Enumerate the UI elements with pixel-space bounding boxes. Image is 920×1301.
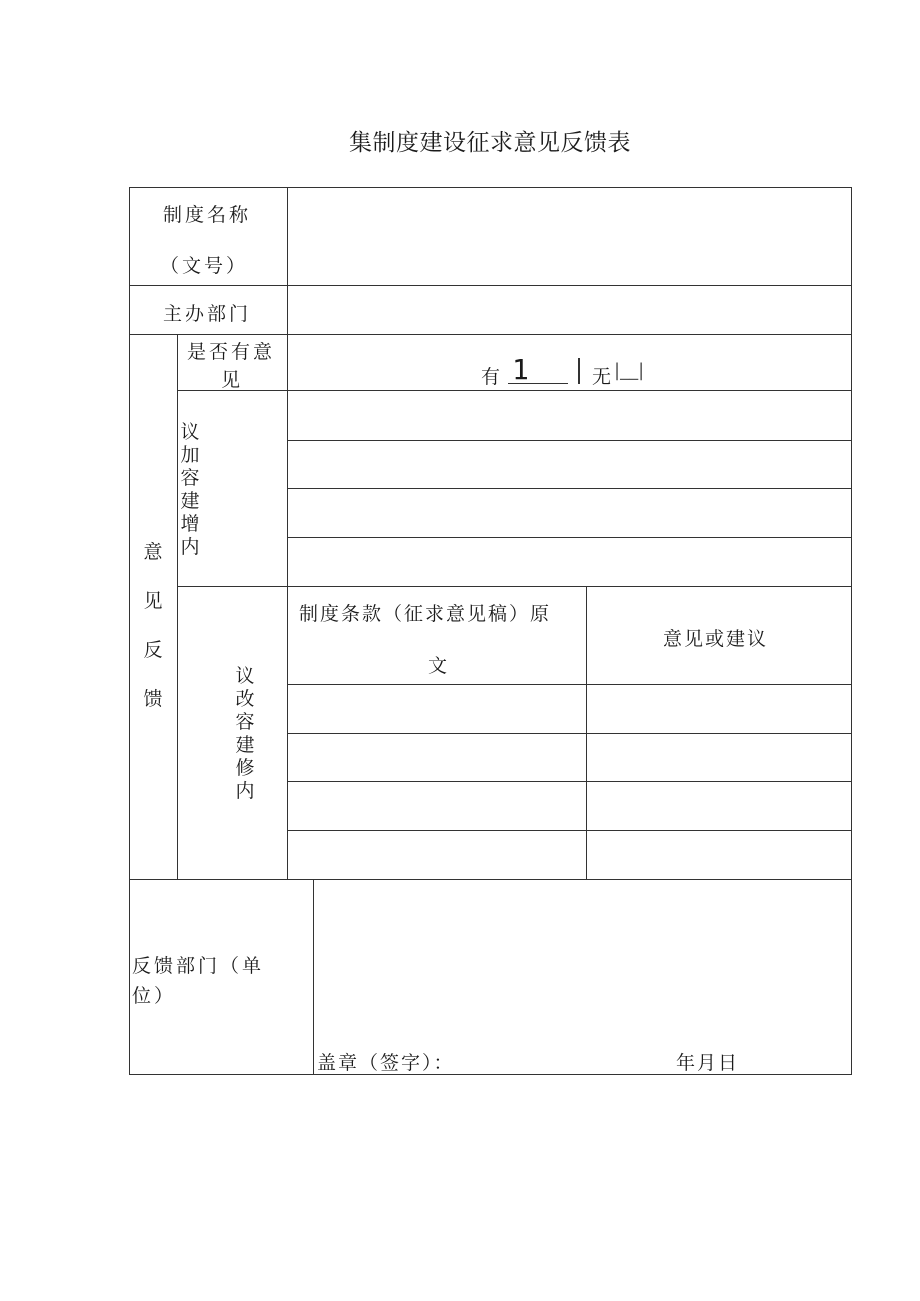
suggestion-header: 意见或建议 (663, 628, 769, 650)
host-department-label: 主办部门 (163, 303, 252, 325)
yes-option-value: 1 (512, 353, 529, 386)
row-divider (129, 334, 852, 335)
suggestion-field-2[interactable] (587, 734, 851, 781)
suggestion-field-4[interactable] (587, 831, 851, 879)
date-label: 年月日 (676, 1052, 740, 1074)
option-separator (578, 358, 580, 384)
suggestion-field-1[interactable] (587, 685, 851, 733)
clause-field-2[interactable] (288, 734, 586, 781)
yes-option-field[interactable] (508, 353, 568, 384)
feedback-department-field[interactable] (314, 880, 851, 1074)
yes-option-label: 有 (481, 366, 501, 388)
policy-name-field[interactable] (288, 188, 851, 285)
feedback-department-label: 反馈部门（单 (132, 955, 265, 977)
page-title: 集制度建设征求意见反馈表 (349, 130, 631, 156)
clause-field-4[interactable] (288, 831, 586, 879)
host-department-field[interactable] (288, 286, 851, 334)
add-content-field-1[interactable] (288, 391, 851, 440)
no-option-label: 无 (592, 366, 612, 388)
opinion-feedback-group-label: 意 见 反 馈 (143, 541, 163, 710)
feedback-department-label-cont: 位） (132, 985, 177, 1007)
has-opinion-label-cont: 见 (221, 369, 244, 391)
add-content-field-3[interactable] (288, 489, 851, 537)
suggestion-field-3[interactable] (587, 782, 851, 830)
clause-original-header-cont: 文 (428, 655, 451, 677)
modify-content-suggestion-label: 议 改 容 建 修 内 (235, 665, 255, 802)
add-content-field-4[interactable] (288, 538, 851, 586)
add-content-field-2[interactable] (288, 441, 851, 488)
column-divider (177, 334, 178, 879)
policy-name-label: 制度名称 (163, 204, 252, 226)
stamp-signature-label: 盖章（签字）： (317, 1052, 455, 1074)
clause-field-1[interactable] (288, 685, 586, 733)
no-option-checkbox[interactable]: |__| (614, 360, 645, 381)
has-opinion-label: 是否有意 (187, 341, 276, 363)
document-number-label: （文号） (160, 255, 249, 277)
clause-field-3[interactable] (288, 782, 586, 830)
add-content-suggestion-label: 议 加 容 建 增 内 (180, 421, 200, 558)
clause-original-header: 制度条款（征求意见稿）原 (299, 603, 552, 625)
row-divider (177, 586, 852, 587)
